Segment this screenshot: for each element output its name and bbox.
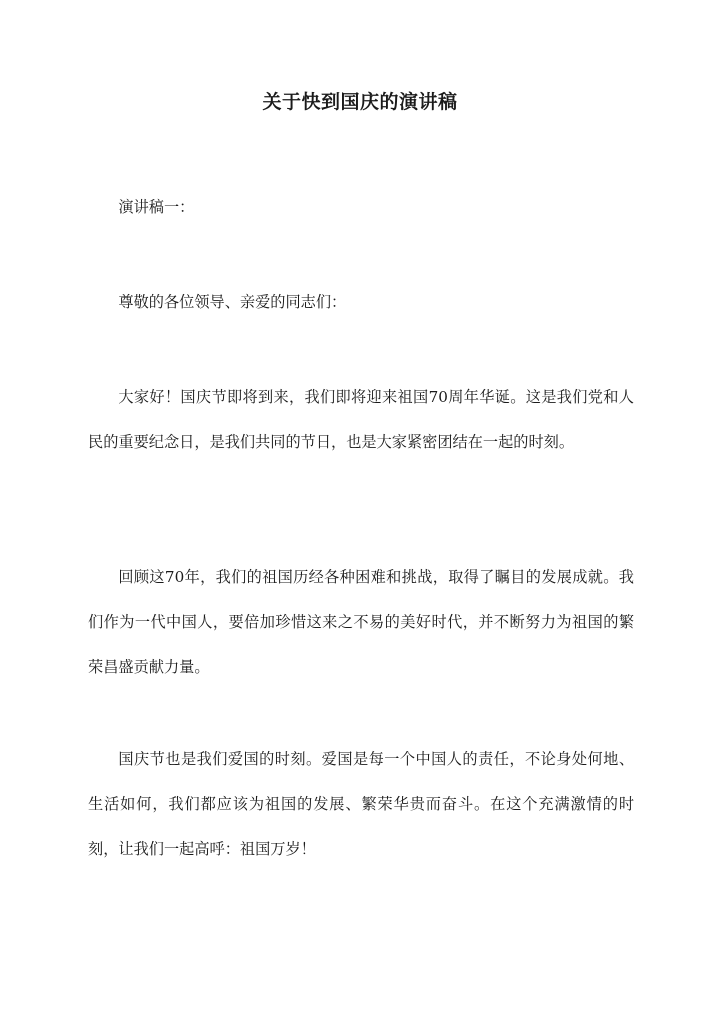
paragraph-body: 大家好！国庆节即将到来，我们即将迎来祖国70周年华诞。这是我们党和人民的重要纪念日，是我们共同的节日，也是大家紧密团结在一起的时刻。 <box>88 388 634 451</box>
document-title: 关于快到国庆的演讲稿 <box>262 91 458 113</box>
paragraph-salutation: 尊敬的各位领导、亲爱的同志们： <box>118 293 347 311</box>
paragraph-body: 回顾这70年，我们的祖国历经各种困难和挑战，取得了瞩目的发展成就。我们作为一代中国人，要倍加珍惜这来之不易的美好时代，并不断努力为祖国的繁荣昌盛贡献力量。 <box>88 568 634 676</box>
paragraph-body: 国庆节也是我们爱国的时刻。爱国是每一个中国人的责任，不论身处何地、生活如何，我们都应该为祖国的发展、繁荣华贵而奋斗。在这个充满激情的时刻，让我们一起高呼：祖国万岁！ <box>88 750 634 858</box>
paragraph-heading: 演讲稿一： <box>118 198 195 216</box>
